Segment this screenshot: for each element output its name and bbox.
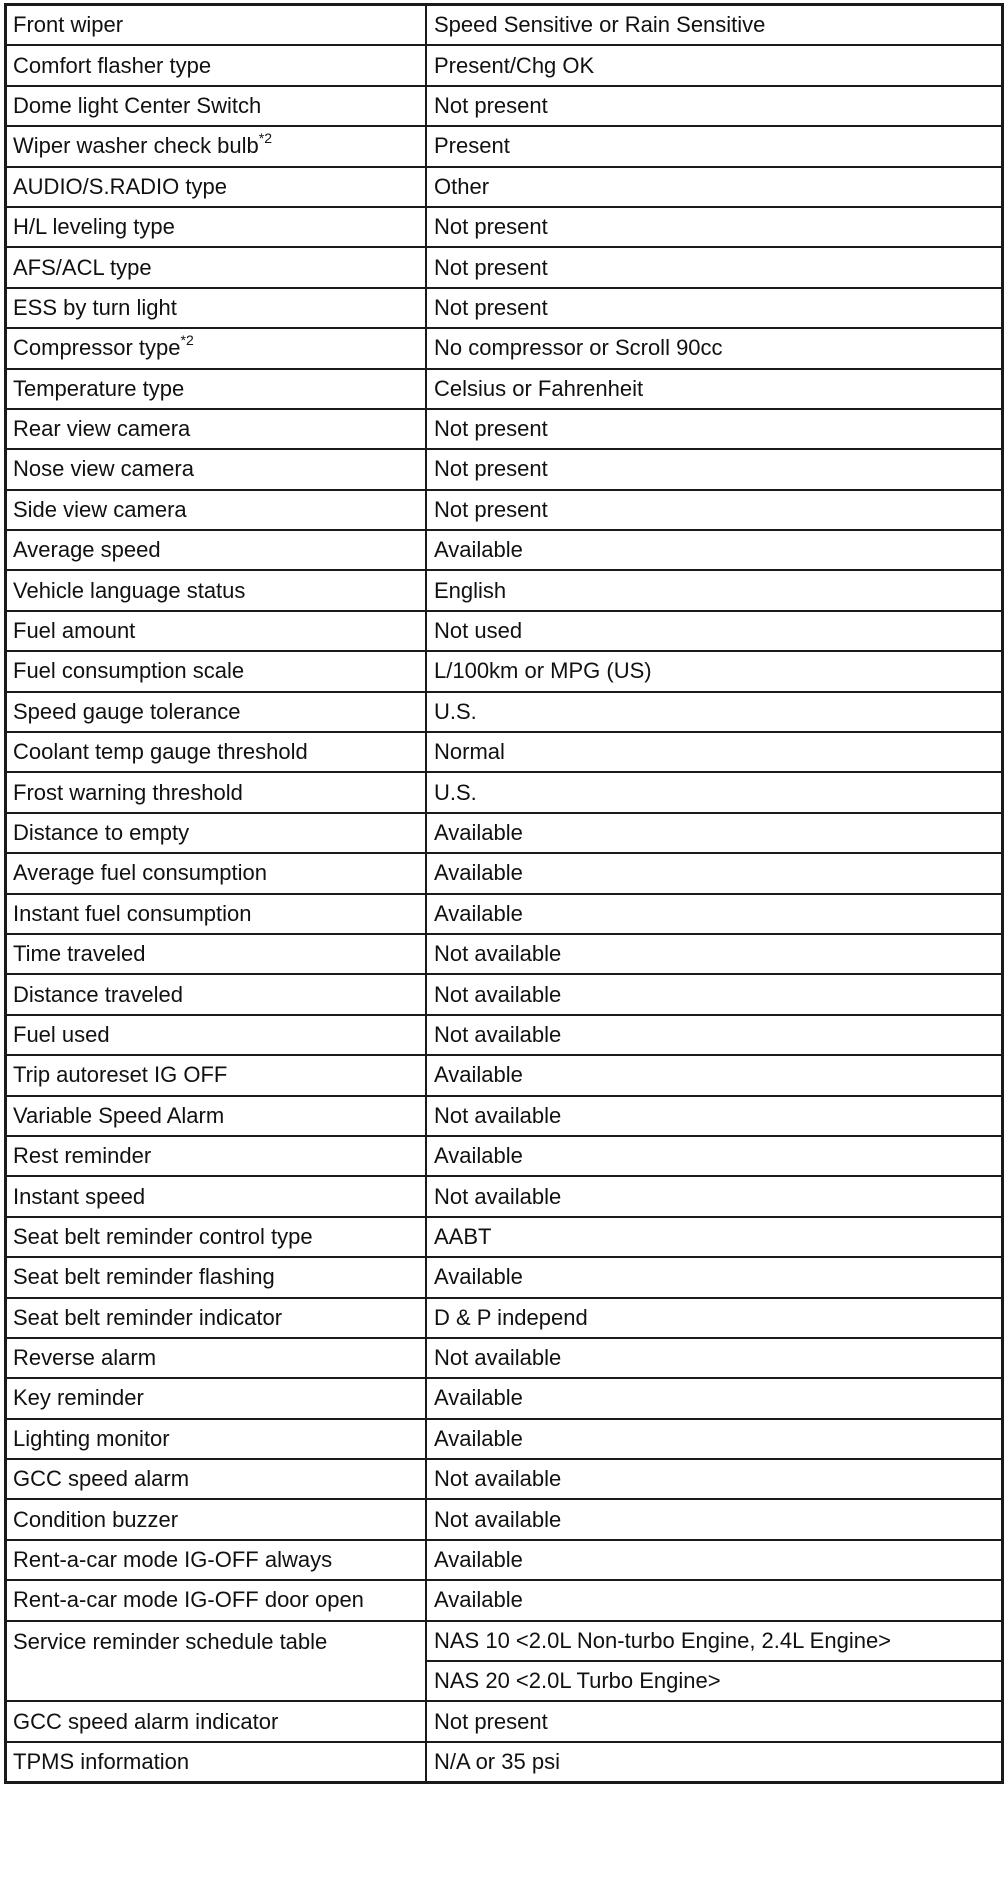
table-row (6, 409, 1003, 449)
value-cell: Not present (426, 449, 1003, 489)
table-row (6, 853, 1003, 893)
item-cell (6, 1459, 427, 1499)
item-label: Speed gauge tolerance (13, 698, 241, 724)
item-label: Rent-a-car mode IG-OFF always (13, 1547, 333, 1573)
value-cell: Normal (426, 732, 1003, 772)
item-label: Time traveled (13, 941, 146, 967)
table-row (6, 772, 1003, 812)
table-row (6, 1499, 1003, 1539)
table-row (6, 1459, 1003, 1499)
item-cell (6, 1499, 427, 1539)
item-cell (6, 1015, 427, 1055)
item-label: Seat belt reminder flashing (13, 1264, 275, 1290)
item-cell (6, 1378, 427, 1418)
item-cell (6, 1419, 427, 1459)
spec-table-body (6, 5, 1003, 1783)
value-cell: Available (426, 1378, 1003, 1418)
value-cell: Not available (426, 1176, 1003, 1216)
item-cell (6, 611, 427, 651)
value-cell: Not available (426, 1338, 1003, 1378)
item-label: Lighting monitor (13, 1425, 170, 1451)
item-label: Front wiper (13, 12, 124, 38)
item-label: GCC speed alarm (13, 1466, 190, 1492)
item-cell (6, 934, 427, 974)
table-row (6, 1540, 1003, 1580)
item-label: AFS/ACL type (13, 254, 152, 280)
item-cell (6, 813, 427, 853)
value-cell: Other (426, 167, 1003, 207)
value-cell: Not used (426, 611, 1003, 651)
item-label: Fuel used (13, 1021, 110, 1047)
item-label: Rent-a-car mode IG-OFF door open (13, 1587, 364, 1613)
table-row (6, 1701, 1003, 1741)
table-row (6, 1055, 1003, 1095)
value-cell: Not present (426, 490, 1003, 530)
item-cell (6, 1096, 427, 1136)
item-cell (6, 1136, 427, 1176)
footnote-marker: *2 (180, 331, 194, 348)
value-cell: Not available (426, 1015, 1003, 1055)
item-label: Key reminder (13, 1385, 144, 1411)
table-row (6, 1176, 1003, 1216)
item-label: Temperature type (13, 375, 185, 401)
value-cell: L/100km or MPG (US) (426, 651, 1003, 691)
value-cell: Celsius or Fahrenheit (426, 369, 1003, 409)
table-row (6, 1621, 1003, 1661)
value-cell: Available (426, 894, 1003, 934)
item-label: Trip autoreset IG OFF (13, 1062, 228, 1088)
item-label: Condition buzzer (13, 1506, 179, 1532)
table-row (6, 1419, 1003, 1459)
item-cell (6, 1176, 427, 1216)
item-cell (6, 1217, 427, 1257)
value-cell: Speed Sensitive or Rain Sensitive (426, 5, 1003, 46)
footnote-marker: *2 (258, 130, 273, 147)
item-cell (6, 1338, 427, 1378)
item-label: Side view camera (13, 496, 187, 522)
item-cell (6, 651, 427, 691)
value-cell: U.S. (426, 772, 1003, 812)
table-row (6, 167, 1003, 207)
value-cell: No compressor or Scroll 90cc (426, 328, 1003, 368)
table-row (6, 1257, 1003, 1297)
value-cell: Not present (426, 207, 1003, 247)
item-label: GCC speed alarm indicator (13, 1708, 279, 1734)
table-row (6, 1015, 1003, 1055)
table-row (6, 207, 1003, 247)
item-label: Distance traveled (13, 981, 183, 1007)
item-cell (6, 369, 427, 409)
item-label: Reverse alarm (13, 1345, 157, 1371)
table-row (6, 328, 1003, 368)
table-row (6, 126, 1003, 166)
value-cell: Not present (426, 409, 1003, 449)
table-row (6, 732, 1003, 772)
item-label: H/L leveling type (13, 214, 175, 240)
item-cell (6, 974, 427, 1014)
table-row (6, 934, 1003, 974)
item-cell (6, 732, 427, 772)
item-cell (6, 1621, 427, 1702)
item-label: Fuel amount (13, 618, 136, 644)
table-row (6, 1298, 1003, 1338)
table-row (6, 5, 1003, 46)
value-cell: NAS 20 <2.0L Turbo Engine> (426, 1661, 1003, 1701)
item-label: Seat belt reminder control type (13, 1223, 313, 1249)
item-cell (6, 167, 427, 207)
value-cell: D & P independ (426, 1298, 1003, 1338)
item-cell (6, 1055, 427, 1095)
value-cell: Not present (426, 288, 1003, 328)
table-row (6, 288, 1003, 328)
item-label: Compressor type (13, 335, 181, 361)
value-cell: Not present (426, 86, 1003, 126)
item-label: Average fuel consumption (13, 860, 267, 886)
table-row (6, 247, 1003, 287)
value-cell: Available (426, 1540, 1003, 1580)
table-row (6, 369, 1003, 409)
value-cell: Present (426, 126, 1003, 166)
value-cell: Not available (426, 1096, 1003, 1136)
table-row (6, 570, 1003, 610)
table-row (6, 813, 1003, 853)
item-cell (6, 5, 427, 46)
item-label: Instant fuel consumption (13, 900, 252, 926)
table-row (6, 1136, 1003, 1176)
value-cell: Available (426, 1136, 1003, 1176)
item-label: Wiper washer check bulb (13, 133, 259, 159)
item-label: Variable Speed Alarm (13, 1102, 225, 1128)
item-label: AUDIO/S.RADIO type (13, 173, 227, 199)
value-cell: NAS 10 <2.0L Non-turbo Engine, 2.4L Engine> (426, 1621, 1003, 1661)
item-cell (6, 409, 427, 449)
item-cell (6, 328, 427, 368)
item-cell (6, 530, 427, 570)
item-cell (6, 1701, 427, 1741)
table-row (6, 1338, 1003, 1378)
value-cell: Available (426, 530, 1003, 570)
table-row (6, 651, 1003, 691)
table-row (6, 1096, 1003, 1136)
item-label: Rear view camera (13, 416, 191, 442)
value-cell: English (426, 570, 1003, 610)
item-cell (6, 288, 427, 328)
item-label: Rest reminder (13, 1143, 152, 1169)
value-cell: Available (426, 1580, 1003, 1620)
item-cell (6, 449, 427, 489)
table-row (6, 1580, 1003, 1620)
item-label: Distance to empty (13, 820, 190, 845)
item-cell (6, 772, 427, 812)
table-row (6, 974, 1003, 1014)
table-row (6, 692, 1003, 732)
value-cell: Not available (426, 934, 1003, 974)
item-label: Instant speed (13, 1183, 146, 1209)
value-cell: Not present (426, 1701, 1003, 1741)
item-label: Nose view camera (13, 456, 194, 482)
table-row (6, 45, 1003, 85)
value-cell: Available (426, 853, 1003, 893)
table-row (6, 1378, 1003, 1418)
value-cell: Not available (426, 1499, 1003, 1539)
item-cell (6, 1580, 427, 1620)
item-label: Coolant temp gauge threshold (13, 739, 308, 765)
item-label: Comfort flasher type (13, 52, 212, 78)
item-cell (6, 1742, 427, 1783)
value-cell: N/A or 35 psi (426, 1742, 1003, 1783)
item-cell (6, 1540, 427, 1580)
item-cell (6, 570, 427, 610)
item-cell (6, 207, 427, 247)
item-cell (6, 126, 427, 166)
item-label: Frost warning threshold (13, 779, 243, 805)
value-cell: Available (426, 1055, 1003, 1095)
table-row (6, 530, 1003, 570)
item-cell (6, 1257, 427, 1297)
table-row (6, 86, 1003, 126)
item-label: Service reminder schedule table (13, 1628, 328, 1654)
table-row (6, 1217, 1003, 1257)
item-cell (6, 853, 427, 893)
item-cell (6, 45, 427, 85)
table-row (6, 490, 1003, 530)
item-cell (6, 894, 427, 934)
item-label: Fuel consumption scale (13, 658, 245, 684)
item-cell (6, 692, 427, 732)
item-cell (6, 247, 427, 287)
table-row (6, 449, 1003, 489)
value-cell: Available (426, 813, 1003, 853)
item-label: Average speed (13, 537, 161, 563)
item-cell (6, 86, 427, 126)
value-cell: Available (426, 1257, 1003, 1297)
value-cell: AABT (426, 1217, 1003, 1257)
table-row (6, 894, 1003, 934)
item-cell (6, 490, 427, 530)
value-cell: Present/Chg OK (426, 45, 1003, 85)
item-label: ESS by turn light (13, 294, 177, 320)
table-row (6, 611, 1003, 651)
table-row (6, 1742, 1003, 1783)
value-cell: Not available (426, 1459, 1003, 1499)
item-label: TPMS information (13, 1748, 190, 1774)
spec-table (4, 3, 1004, 1784)
value-cell: Not present (426, 247, 1003, 287)
value-cell: U.S. (426, 692, 1003, 732)
item-label: Seat belt reminder indicator (13, 1304, 283, 1330)
item-cell (6, 1298, 427, 1338)
value-cell: Not available (426, 974, 1003, 1014)
item-label: Vehicle language status (13, 577, 246, 603)
value-cell: Available (426, 1419, 1003, 1459)
item-label: Dome light Center Switch (13, 92, 262, 118)
